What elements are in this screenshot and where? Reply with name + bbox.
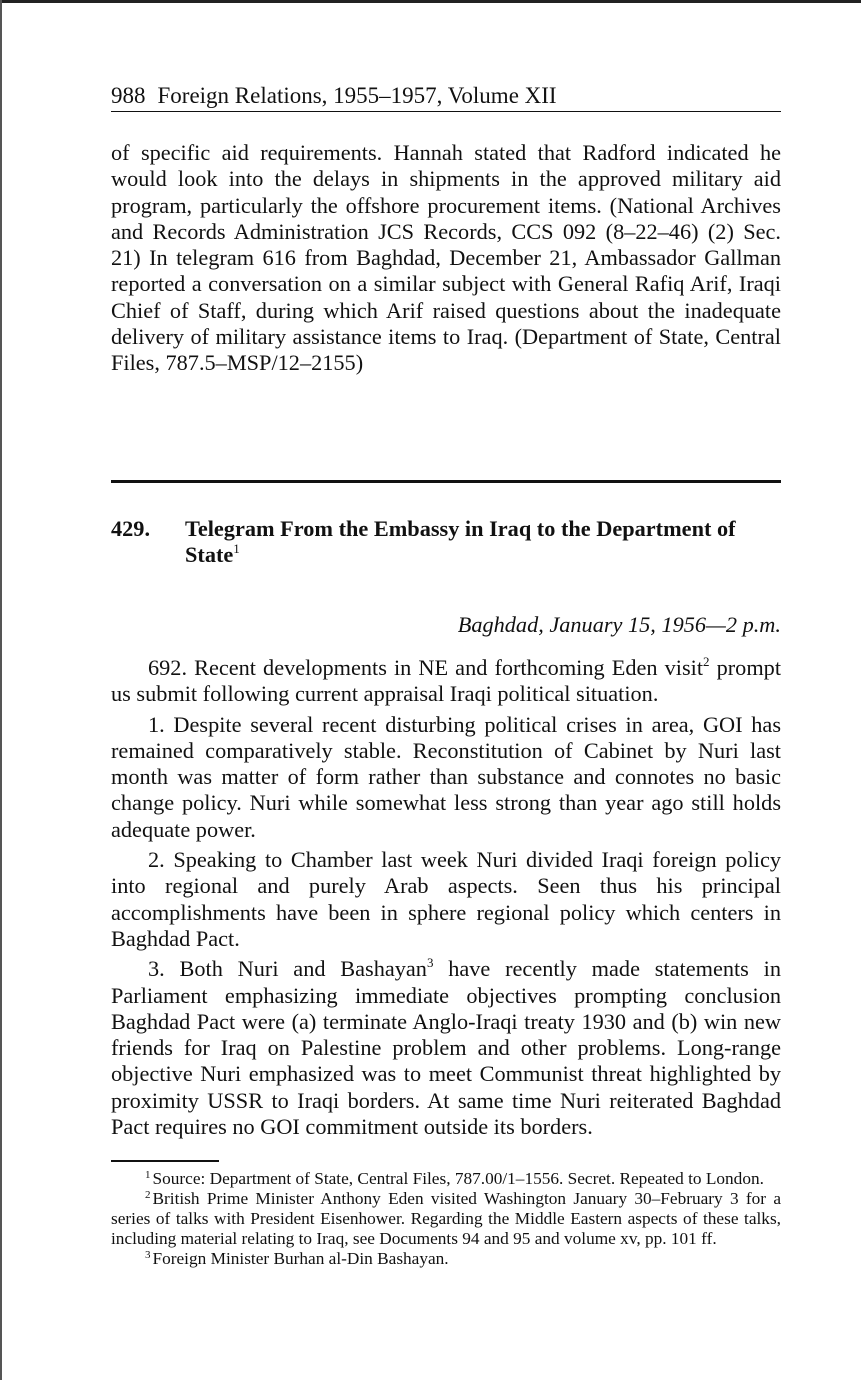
continued-paragraph: of specific aid requirements. Hannah stated that Radford indicated he would look into the delays in shipments in the approved military aid program, particularly the offshore procurement items. (National Archives and Records Administration JCS Records, CCS 092 (8–22–46) (2) Sec. 21) In telegram 616 from Baghdad, December 21, Ambassador Gallman reported a conversation on a similar subject with General Rafiq Arif, Iraqi Chief of Staff, during which Arif raised questions about the inadequate delivery of military assistance items to Iraq. (Department of State, Central Files, 787.5–MSP/12–2155) xyxy=(111,140,781,376)
document-number: 429. xyxy=(111,516,151,541)
page-number: 988 xyxy=(111,83,146,108)
document-title-text: Telegram From the Embassy in Iraq to the Department of State xyxy=(185,516,736,567)
footnote: $^3$ Foreign Minister Burhan al-Din Bashayan. xyxy=(145,1249,449,1268)
footnote-mark: 2 xyxy=(145,1189,151,1201)
footnote: $^1$ Source: Department of State, Central Files, 787.00/1–1556. Secret. Repeated to London. xyxy=(145,1169,764,1188)
document-title xyxy=(185,516,781,568)
dateline: Baghdad, January 15, 1956—2 p.m. xyxy=(457,612,781,637)
section-divider xyxy=(111,480,781,483)
footnote-divider xyxy=(111,1160,219,1162)
body-paragraph: 1. Despite several recent disturbing political crises in area, GOI has remained comparatively stable. Reconstitution of Cabinet by Nuri last month was matter of form rather than substance and connotes no basic change policy. Nuri while somewhat less strong than year ago still holds adequate power. xyxy=(111,711,781,842)
body-paragraph: 692. Recent developments in NE and forthcoming Eden visit$^2$ prompt us submit following current appraisal Iraqi political situation. xyxy=(111,654,782,707)
footnotes xyxy=(111,1169,781,1269)
body-paragraph: 3. Both Nuri and Bashayan$^3$ have recently made statements in Parliament emphasizing immediate objectives prompting conclusion Baghdad Pact were (a) terminate Anglo-Iraqi treaty 1930 and (b) win new friends for Iraq on Palestine problem and other problems. Long-range objective Nuri emphasized was to meet Communist threat highlighted by proximity USSR to Iraqi borders. At same time Nuri reiterated Baghdad Pact requires no GOI commitment outside its borders. xyxy=(111,955,781,1140)
footnote: $^2$ British Prime Minister Anthony Eden visited Washington January 30–February 3 for a series of talks with President Eisenhower. Regarding the Middle Eastern aspects of these talks, including material relating to Iraq, see Documents 94 and 95 and volume xv, pp. 101 ff. xyxy=(111,1189,781,1248)
page-top-border xyxy=(0,0,861,3)
telegram-body xyxy=(111,655,781,1144)
footnote-mark: 1 xyxy=(145,1169,151,1181)
footnote-ref[interactable]: 3 xyxy=(426,955,434,971)
title-footnote-ref[interactable]: 1 xyxy=(233,541,240,556)
document-heading xyxy=(111,516,781,568)
footnote-ref[interactable]: 2 xyxy=(703,654,710,669)
running-head xyxy=(111,82,781,112)
body-paragraph: 2. Speaking to Chamber last week Nuri divided Iraqi foreign policy into regional and purely Arab aspects. Seen thus his principal accomplishments have been in sphere regional policy which centers in Baghdad Pact. xyxy=(111,847,781,951)
page-left-border xyxy=(0,0,2,1380)
volume-title: Foreign Relations, 1955–1957, Volume XII xyxy=(157,83,557,108)
footnote-mark: 3 xyxy=(145,1249,151,1261)
